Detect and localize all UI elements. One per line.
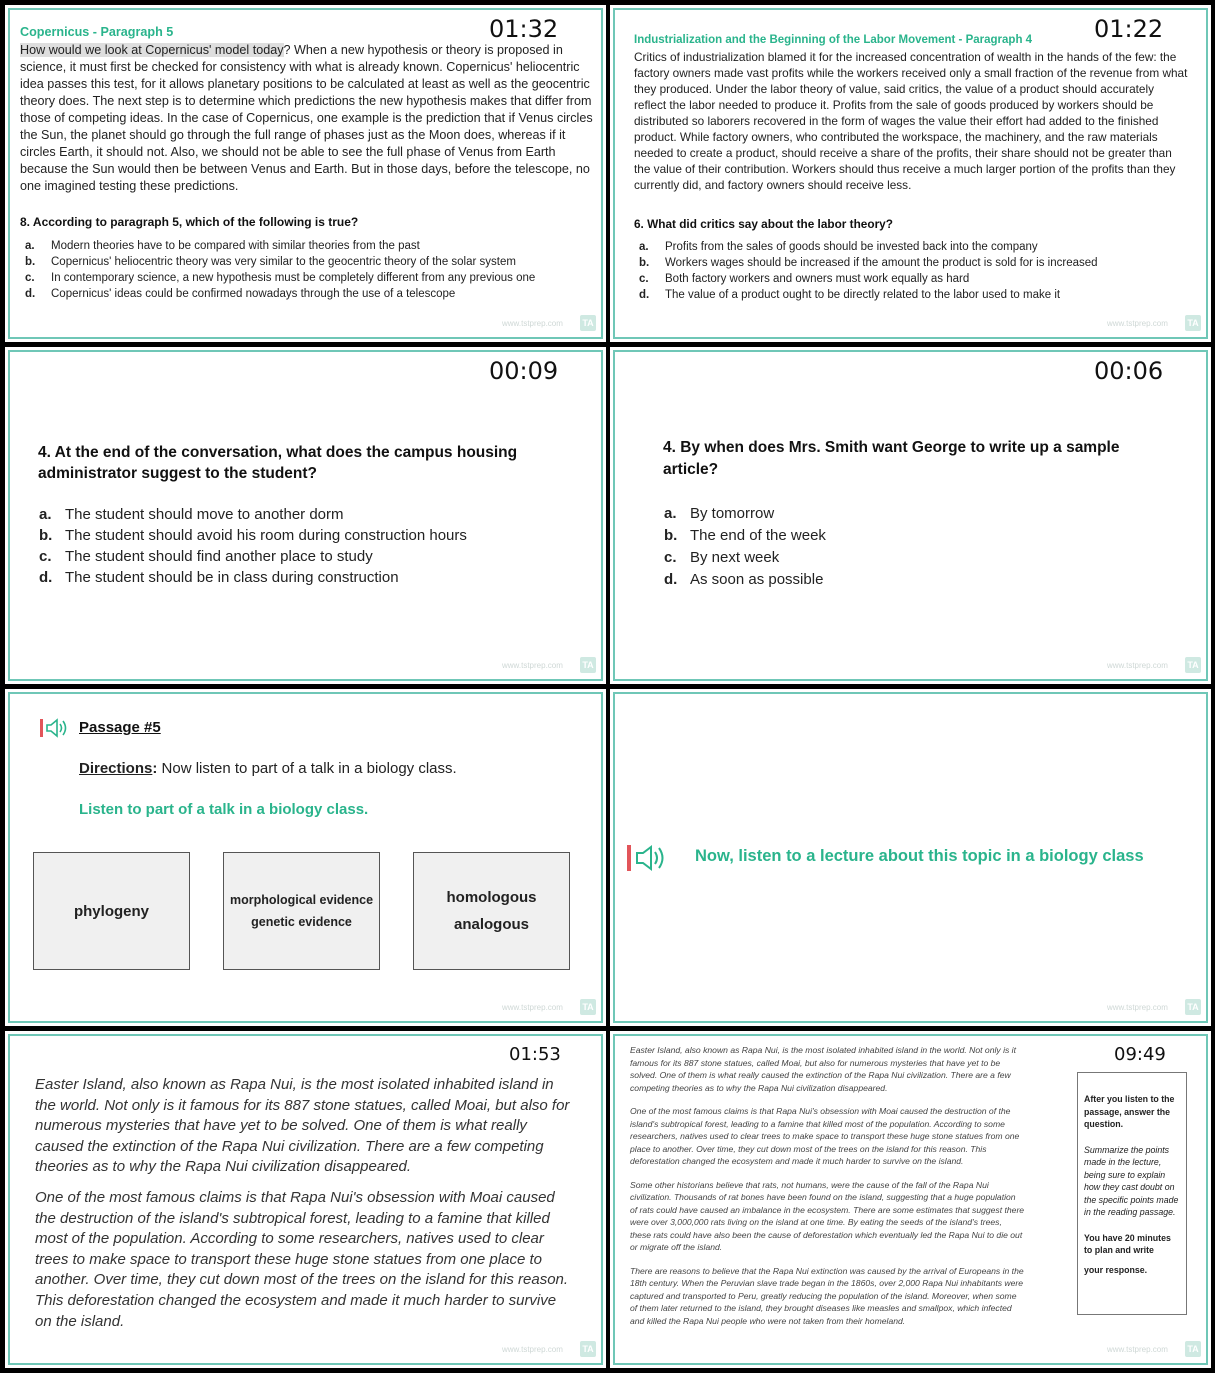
directions-colon: : bbox=[152, 760, 158, 777]
passage-text bbox=[20, 42, 595, 195]
passage-paragraph-4: There are reasons to believe that the Rapa Nui extinction was caused by the arrival of Europeans in the 18th century. When the Peruvian slave trade began in the 1860s, over 2,000 Rapa Nui inhabitants were captured and transported to Peru, greatly reducing the population of the island. Moreover, when some of them later returned to the island, they brought diseases like measles and smallpox, which infected and killed the Rapa Nui people who were not taken from their homeland. bbox=[630, 1265, 1024, 1326]
answer-option-a[interactable]: a. The student should move to another dorm bbox=[39, 506, 344, 523]
countdown-timer: 00:09 bbox=[489, 357, 559, 385]
logo-icon: TA bbox=[1185, 657, 1201, 673]
countdown-timer: 01:32 bbox=[489, 15, 559, 43]
question-text: 8. According to paragraph 5, which of the following is true? bbox=[20, 215, 359, 229]
watermark: www.tstprep.com bbox=[502, 319, 563, 328]
panel-reading-passage bbox=[5, 1031, 606, 1368]
panel-housing-question bbox=[5, 347, 606, 684]
passage-heading: Passage #5 bbox=[79, 719, 161, 736]
passage-paragraph-2: One of the most famous claims is that Rapa Nui's obsession with Moai caused the destruction of the island's subtropical forest, leading to a famine that killed most of the population. According to some researchers, natives used to clear trees to make space to transport these huge stone statues from one place to another. Over time, they cut down most of the trees on the island for this reason. This deforestation changed the ecosystem and made it much harder to survive on the island. bbox=[630, 1106, 1020, 1166]
countdown-timer: 01:22 bbox=[1094, 15, 1164, 43]
speaker-icon[interactable] bbox=[39, 716, 73, 740]
watermark: www.tstprep.com bbox=[1107, 1003, 1168, 1012]
passage-text: Critics of industrialization blamed it for the increased concentration of wealth in the hands of the few: the factory owners made vast profits while the workers received only a small fraction of the revenue from what they produced. Under the labor theory of value, said critics, the value of a product should accurately reflect the labor needed to produce it. Profits from the sale of goods produced by workers should be distributed so laborers recovered in the form of wages the value their effort had added to the finished product. While factory owners, who contributed the workspace, the machinery, and the raw materials needed to create a product, should receive a share of the profits, their share should not be greater than the value of their contribution. Workers should thus receive a much larger portion of the profits than they currently did, and factory owners should receive less. bbox=[634, 50, 1188, 192]
logo-icon: TA bbox=[580, 315, 596, 331]
listen-instruction: Listen to part of a talk in a biology class. bbox=[79, 801, 369, 818]
passage-title: Industrialization and the Beginning of the Labor Movement - Paragraph 4 bbox=[634, 34, 1033, 46]
logo-icon: TA bbox=[580, 1341, 596, 1357]
panel-writing-task bbox=[610, 1031, 1211, 1368]
answer-option-d[interactable]: d. The student should be in class during construction bbox=[39, 569, 399, 586]
passage-paragraph-3: Some other historians believe that rats, not humans, were the cause of the fall of the Rapa Nui civilization. Thousands of rat bones have been found on the island, suggesting that a huge population of rats could have caused an imbalance in the ecosystem. There are some estimates that suggest there were over 3,000,000 rats living on the island at one time. By eating the seeds of the island's trees, these rats could have also been the cause of deforestation which eventually led the Rapa Nui to die out or migrate off the island. bbox=[630, 1179, 1025, 1252]
question-text: 4. At the end of the conversation, what does the campus housing administrator suggest to the student? bbox=[38, 444, 518, 482]
instructions-box bbox=[1077, 1072, 1187, 1315]
watermark: www.tstprep.com bbox=[1107, 319, 1168, 328]
answer-option-c[interactable]: c. In contemporary science, a new hypothesis must be completely different from any previous one bbox=[25, 272, 536, 284]
passage-paragraph-2: One of the most famous claims is that Rapa Nui's obsession with Moai caused the destruction of the island's subtropical forest, leading to a famine that killed most of the population. According to some researchers, natives used to clear trees to make space to transport these huge stone statues from one place to another. Over time, they cut down most of the trees on the island for this reason. This deforestation changed the ecosystem and made it much harder to survive on the island. bbox=[35, 1189, 569, 1330]
passage-text-rest: ? When a new hypothesis or theory is proposed in science, it must first be checked for consistency with what is already known. Copernicus' heliocentric idea passes this test, for it allows planetary positions to be calculated at least as well as the geocentric theory does. The next step is to determine which predictions the new hypothesis makes that differ from those of competing ideas. In the case of Copernicus, one example is the prediction that if Venus circles the Sun, the planet should go through the full range of phases just as the Moon does, whereas if it circles Earth, it should not. Also, we should not be able to see the full phase of Venus from Earth because the Sun would then be between Venus and Earth. But in those days, before the telescope, no one imagined testing these predictions. bbox=[20, 43, 593, 193]
instructions-summary: Summarize the points made in the lecture, being sure to explain how they cast doubt on the specific points made in the reading passage. bbox=[1084, 1144, 1179, 1217]
speaker-icon[interactable] bbox=[626, 843, 674, 873]
passage-paragraph-1: Easter Island, also known as Rapa Nui, is the most isolated inhabited island in the world. Not only is it famous for its 887 stone statues, called Moai, but also for numerous mysteries that have yet to be solved. One of them is what really caused the extinction of the Rapa Nui civilization. There are a few competing theories as to why the Rapa Nui civilization disappeared. bbox=[35, 1076, 570, 1176]
panel-copernicus-question bbox=[5, 5, 606, 342]
passage-paragraph-1: Easter Island, also known as Rapa Nui, is the most isolated inhabited island in the world. Not only is it famous for its 887 stone statues, called Moai, but also for numerous mysteries that have yet to be solved. One of them is what really caused the extinction of the Rapa Nui civilization. There are a few competing theories as to why the Rapa Nui civilization disappeared. bbox=[630, 1045, 1016, 1093]
topic-box-evidence: morphological evidence genetic evidence bbox=[223, 852, 380, 970]
panel-lecture-prompt bbox=[610, 689, 1211, 1026]
panel-smith-question bbox=[610, 347, 1211, 684]
watermark: www.tstprep.com bbox=[1107, 661, 1168, 670]
watermark: www.tstprep.com bbox=[1107, 1345, 1168, 1354]
logo-icon: TA bbox=[580, 999, 596, 1015]
answer-option-d[interactable]: d. As soon as possible bbox=[664, 571, 824, 588]
logo-icon: TA bbox=[1185, 999, 1201, 1015]
answer-option-a[interactable]: a. Modern theories have to be compared with similar theories from the past bbox=[25, 240, 420, 252]
answer-option-a[interactable]: a. By tomorrow bbox=[664, 505, 775, 522]
directions-text: Now listen to part of a talk in a biology class. bbox=[157, 760, 457, 777]
topic-box-phylogeny: phylogeny bbox=[33, 852, 190, 970]
answer-option-d[interactable]: d. The value of a product ought to be directly related to the labor used to make it bbox=[639, 289, 1061, 301]
answer-options bbox=[21, 238, 561, 302]
panel-labor-question bbox=[610, 5, 1211, 342]
logo-icon: TA bbox=[1185, 1341, 1201, 1357]
panel-passage-5 bbox=[5, 689, 606, 1026]
topic-box-homologous: homologous analogous bbox=[413, 852, 570, 970]
highlighted-sentence: How would we look at Copernicus' model today bbox=[20, 43, 284, 57]
directions-label: Directions bbox=[79, 760, 153, 777]
directions bbox=[79, 760, 457, 777]
answer-options bbox=[660, 503, 1160, 591]
answer-option-b[interactable]: b. The end of the week bbox=[664, 527, 826, 544]
instructions-time: You have 20 minutes to plan and write bbox=[1084, 1232, 1171, 1255]
countdown-timer: 00:06 bbox=[1094, 357, 1164, 385]
answer-option-b[interactable]: b. Workers wages should be increased if the amount the product is sold for is increased bbox=[639, 257, 1098, 269]
answer-option-b[interactable]: b. The student should avoid his room during construction hours bbox=[39, 527, 467, 544]
instructions-heading: After you listen to the passage, answer the question. bbox=[1084, 1094, 1175, 1129]
watermark: www.tstprep.com bbox=[502, 1345, 563, 1354]
answer-option-a[interactable]: a. Profits from the sales of goods should be invested back into the company bbox=[639, 241, 1038, 253]
passage-title: Copernicus - Paragraph 5 bbox=[20, 25, 174, 39]
countdown-timer: 01:53 bbox=[509, 1044, 561, 1065]
question-text: 4. By when does Mrs. Smith want George to write up a sample article? bbox=[663, 439, 1120, 478]
answer-options bbox=[35, 504, 575, 588]
logo-icon: TA bbox=[580, 657, 596, 673]
logo-icon: TA bbox=[1185, 315, 1201, 331]
answer-option-c[interactable]: c. Both factory workers and owners must work equally as hard bbox=[639, 273, 970, 285]
reading-passage bbox=[630, 1044, 1025, 1327]
answer-options bbox=[635, 239, 1185, 303]
answer-option-c[interactable]: c. By next week bbox=[664, 549, 780, 566]
answer-option-d[interactable]: d. Copernicus' ideas could be confirmed nowadays through the use of a telescope bbox=[25, 288, 456, 300]
question-text: 6. What did critics say about the labor theory? bbox=[634, 217, 893, 231]
answer-option-c[interactable]: c. The student should find another place to study bbox=[39, 548, 373, 565]
watermark: www.tstprep.com bbox=[502, 1003, 563, 1012]
instructions-response: your response. bbox=[1084, 1264, 1148, 1275]
countdown-timer: 09:49 bbox=[1114, 1044, 1166, 1065]
watermark: www.tstprep.com bbox=[502, 661, 563, 670]
answer-option-b[interactable]: b. Copernicus' heliocentric theory was very similar to the geocentric theory of the solar system bbox=[25, 256, 516, 268]
lecture-message: Now, listen to a lecture about this topic in a biology class bbox=[695, 847, 1144, 865]
